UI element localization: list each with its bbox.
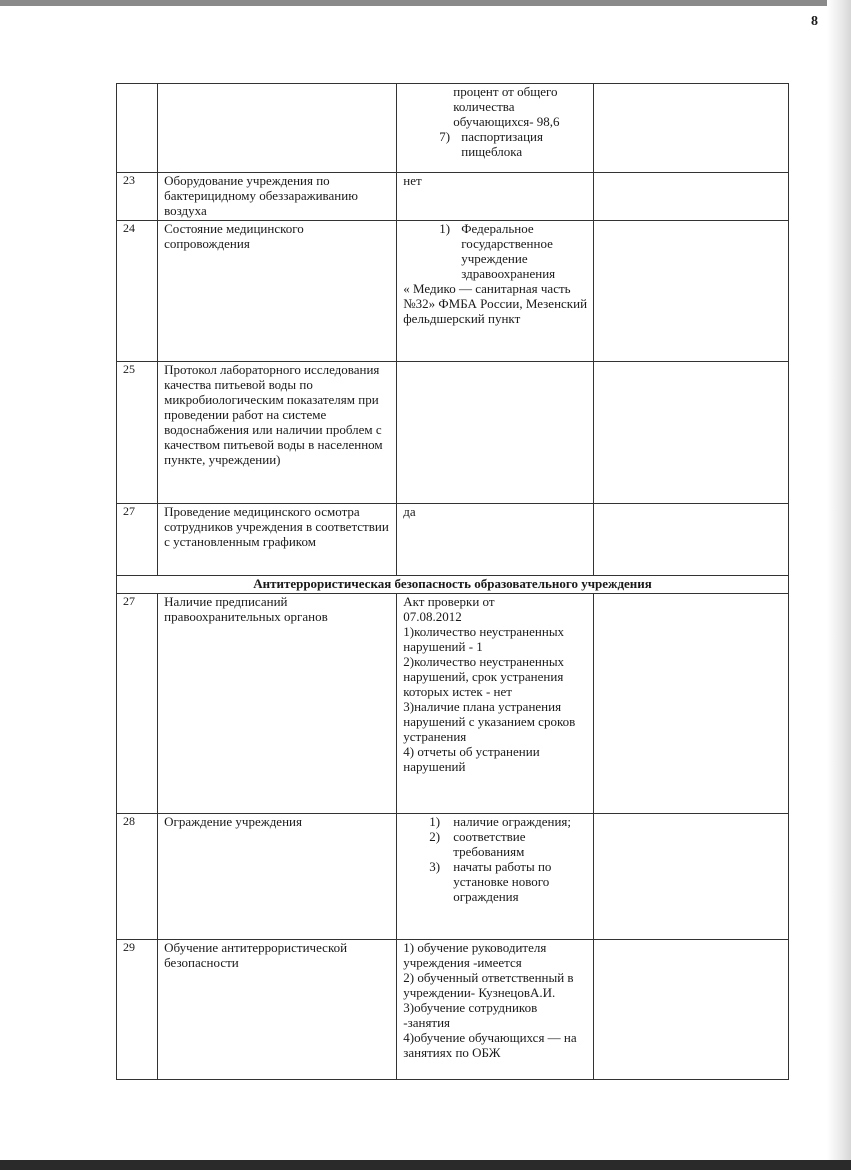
table-row-28: [117, 814, 789, 940]
value-line: количества: [453, 99, 515, 114]
cell-num: 24: [117, 221, 158, 362]
table-row-23: [117, 173, 789, 221]
value-line: 4)обучение обучающихся — на занятиях по ОБЖ: [403, 1030, 577, 1060]
cell-value: [397, 814, 594, 940]
cell-num: 27: [117, 504, 158, 576]
cell-value: [397, 221, 594, 362]
item-line: пищеблока: [461, 144, 523, 159]
cell-note: [594, 814, 789, 940]
cell-name: Проведение медицинского осмотра сотрудников учреждения в соответствии с установленным графиком: [158, 504, 397, 576]
cell-value: [397, 594, 594, 814]
table-row-25: [117, 362, 789, 504]
item-line: здравоохранения: [461, 266, 556, 281]
table-row-24: [117, 221, 789, 362]
cell-name: Состояние медицинского сопровождения: [158, 221, 397, 362]
item-line: Федеральное: [461, 221, 534, 236]
table-row-27-medical: [117, 504, 789, 576]
item-text: соответствие требованиям: [453, 829, 526, 859]
cell-value: нет: [397, 173, 594, 221]
cell-note: [594, 940, 789, 1080]
cell-note: [594, 504, 789, 576]
value-line: 4) отчеты об устранении нарушений: [403, 744, 540, 774]
value-line: обучающихся- 98,6: [453, 114, 560, 129]
cell-name: Обучение антитеррористической безопасности: [158, 940, 397, 1080]
value-line: 07.08.2012: [403, 609, 462, 624]
value-line: 2) обученный ответственный в учреждении- КузнецовА.И.: [403, 970, 574, 1000]
scan-right-edge: [827, 0, 851, 1170]
cell-name: Наличие предписаний правоохранительных органов: [158, 594, 397, 814]
cell-num: 29: [117, 940, 158, 1080]
item-line: государственное: [461, 236, 553, 251]
value-line: 1)количество неустраненных нарушений - 1: [403, 624, 565, 654]
cell-name: Ограждение учреждения: [158, 814, 397, 940]
item-text: начаты работы по установке нового ограждения: [453, 859, 552, 904]
cell-note: [594, 594, 789, 814]
table-row-continuation: [117, 84, 789, 173]
cell-name: [158, 84, 397, 173]
cell-name: Оборудование учреждения по бактерицидному обеззараживанию воздуха: [158, 173, 397, 221]
table-row-27-prescriptions: [117, 594, 789, 814]
item-number: 2): [429, 829, 441, 844]
cell-value: [397, 84, 594, 173]
item-line: учреждение: [461, 251, 528, 266]
cell-num: [117, 84, 158, 173]
value-line: 3)обучение сотрудников -занятия: [403, 1000, 538, 1030]
item-number: 1): [429, 814, 441, 829]
cell-note: [594, 362, 789, 504]
value-line: Акт проверки от: [403, 594, 495, 609]
section-header-row: [117, 576, 789, 594]
section-title: Антитеррористическая безопасность образовательного учреждения: [117, 576, 789, 594]
cell-value: [397, 940, 594, 1080]
report-table: [116, 83, 789, 1080]
cell-note: [594, 221, 789, 362]
item-text: наличие ограждения;: [453, 814, 572, 829]
value-line: процент от общего: [453, 84, 558, 99]
item-number: 3): [429, 859, 441, 874]
scan-bottom-edge: [0, 1160, 851, 1170]
item-line: паспортизация: [461, 129, 543, 144]
cell-num: 27: [117, 594, 158, 814]
cell-num: 28: [117, 814, 158, 940]
table-row-29: [117, 940, 789, 1080]
cell-name: Протокол лабораторного исследования качества питьевой воды по микробиологическим показателям при проведении работ на системе водоснабжения или наличии проблем с качеством питьевой воды в населенном пункте, учреждении): [158, 362, 397, 504]
scan-top-edge: [0, 0, 851, 6]
cell-value: да: [397, 504, 594, 576]
cell-value: [397, 362, 594, 504]
cell-note: [594, 84, 789, 173]
item-number: 7): [439, 129, 451, 144]
value-line: 2)количество неустраненных нарушений, срок устранения которых истек - нет: [403, 654, 565, 699]
page-number: 8: [811, 14, 818, 29]
value-text: « Медико — санитарная часть №32» ФМБА России, Мезенский фельдшерский пункт: [403, 281, 588, 326]
item-number: 1): [439, 221, 451, 236]
value-line: 3)наличие плана устранения нарушений с указанием сроков устранения: [403, 699, 576, 744]
cell-note: [594, 173, 789, 221]
value-line: 1) обучение руководителя учреждения -имеется: [403, 940, 547, 970]
cell-num: 25: [117, 362, 158, 504]
cell-num: 23: [117, 173, 158, 221]
